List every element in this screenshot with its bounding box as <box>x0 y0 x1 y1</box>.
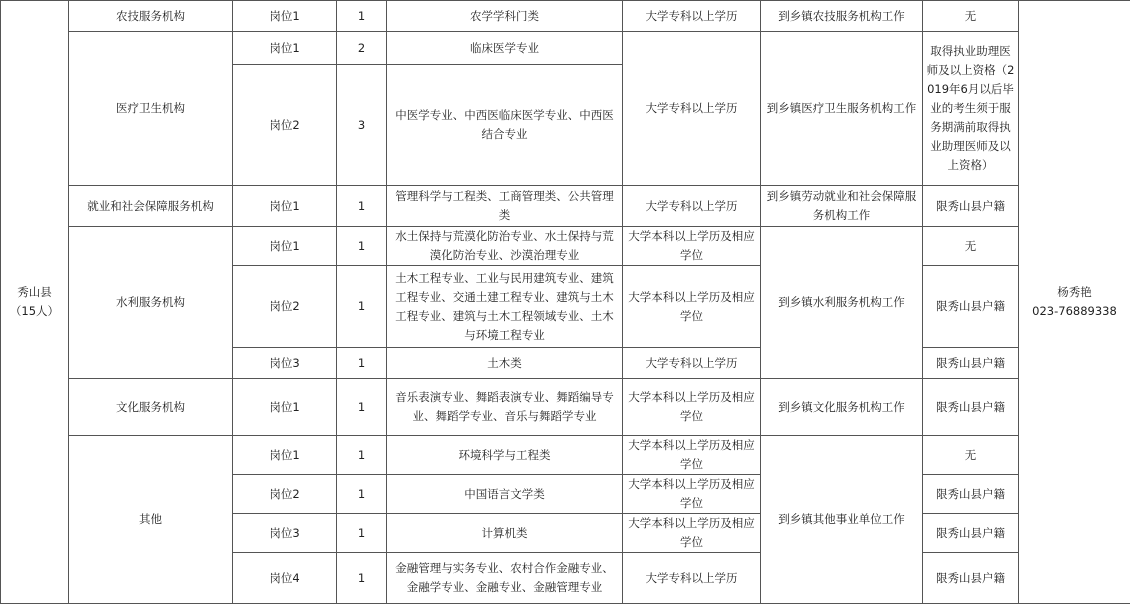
major-cell: 水土保持与荒漠化防治专业、水土保持与荒漠化防治专业、沙漠治理专业 <box>387 227 623 266</box>
unit-cell: 水利服务机构 <box>69 227 233 379</box>
cond-cell: 限秀山县户籍 <box>923 514 1019 553</box>
num-cell: 1 <box>337 266 387 348</box>
table-row <box>1 436 1130 475</box>
num-cell: 1 <box>337 553 387 604</box>
county-cell <box>1 1 69 604</box>
post-cell: 岗位2 <box>233 65 337 186</box>
major-cell: 土木类 <box>387 348 623 379</box>
cond-cell: 无 <box>923 227 1019 266</box>
major-cell: 音乐表演专业、舞蹈表演专业、舞蹈编导专业、舞蹈学专业、音乐与舞蹈学专业 <box>387 379 623 436</box>
table-row <box>1 1 1130 32</box>
edu-cell: 大学本科以上学历及相应学位 <box>623 266 761 348</box>
edu-cell: 大学本科以上学历及相应学位 <box>623 475 761 514</box>
unit-cell: 文化服务机构 <box>69 379 233 436</box>
major-cell: 环境科学与工程类 <box>387 436 623 475</box>
num-cell: 1 <box>337 348 387 379</box>
num-cell: 2 <box>337 32 387 65</box>
num-cell: 3 <box>337 65 387 186</box>
num-cell: 1 <box>337 514 387 553</box>
work-cell: 到乡镇劳动就业和社会保障服务机构工作 <box>761 186 923 227</box>
cond-cell: 取得执业助理医师及以上资格（2019年6月以后毕业的考生须于服务期满前取得执业助理医师及以上资格） <box>923 32 1019 186</box>
county-name: 秀山县 <box>17 285 52 299</box>
num-cell: 1 <box>337 436 387 475</box>
num-cell: 1 <box>337 379 387 436</box>
post-cell: 岗位1 <box>233 186 337 227</box>
major-cell: 土木工程专业、工业与民用建筑专业、建筑工程专业、交通土建工程专业、建筑与土木工程专业、建筑与土木工程领域专业、土木与环境工程专业 <box>387 266 623 348</box>
major-cell: 临床医学专业 <box>387 32 623 65</box>
cond-cell: 限秀山县户籍 <box>923 475 1019 514</box>
post-cell: 岗位1 <box>233 436 337 475</box>
edu-cell: 大学本科以上学历及相应学位 <box>623 227 761 266</box>
table-row <box>1 379 1130 436</box>
major-cell: 金融管理与实务专业、农村合作金融专业、金融学专业、金融专业、金融管理专业 <box>387 553 623 604</box>
major-cell: 管理科学与工程类、工商管理类、公共管理类 <box>387 186 623 227</box>
cond-cell: 限秀山县户籍 <box>923 186 1019 227</box>
edu-cell: 大学本科以上学历及相应学位 <box>623 379 761 436</box>
work-cell: 到乡镇其他事业单位工作 <box>761 436 923 604</box>
post-cell: 岗位2 <box>233 266 337 348</box>
unit-cell: 医疗卫生机构 <box>69 32 233 186</box>
cond-cell: 限秀山县户籍 <box>923 553 1019 604</box>
post-cell: 岗位3 <box>233 514 337 553</box>
post-cell: 岗位1 <box>233 32 337 65</box>
unit-cell: 其他 <box>69 436 233 604</box>
edu-cell: 大学专科以上学历 <box>623 348 761 379</box>
cond-cell: 限秀山县户籍 <box>923 348 1019 379</box>
edu-cell: 大学专科以上学历 <box>623 1 761 32</box>
edu-cell: 大学本科以上学历及相应学位 <box>623 514 761 553</box>
cond-cell: 无 <box>923 1 1019 32</box>
edu-cell: 大学专科以上学历 <box>623 186 761 227</box>
edu-cell: 大学专科以上学历 <box>623 553 761 604</box>
work-cell: 到乡镇文化服务机构工作 <box>761 379 923 436</box>
table-row <box>1 32 1130 65</box>
major-cell: 农学学科门类 <box>387 1 623 32</box>
work-cell: 到乡镇医疗卫生服务机构工作 <box>761 32 923 186</box>
table-row <box>1 227 1130 266</box>
post-cell: 岗位1 <box>233 227 337 266</box>
post-cell: 岗位2 <box>233 475 337 514</box>
cond-cell: 限秀山县户籍 <box>923 379 1019 436</box>
table-row <box>1 186 1130 227</box>
major-cell: 计算机类 <box>387 514 623 553</box>
contact-phone: 023-76889338 <box>1032 304 1117 318</box>
work-cell: 到乡镇农技服务机构工作 <box>761 1 923 32</box>
num-cell: 1 <box>337 186 387 227</box>
unit-cell: 就业和社会保障服务机构 <box>69 186 233 227</box>
cond-cell: 限秀山县户籍 <box>923 266 1019 348</box>
edu-cell: 大学专科以上学历 <box>623 32 761 186</box>
num-cell: 1 <box>337 227 387 266</box>
post-cell: 岗位4 <box>233 553 337 604</box>
num-cell: 1 <box>337 1 387 32</box>
post-cell: 岗位1 <box>233 1 337 32</box>
contact-cell <box>1019 1 1130 604</box>
contact-name: 杨秀艳 <box>1057 285 1092 299</box>
work-cell: 到乡镇水利服务机构工作 <box>761 227 923 379</box>
post-cell: 岗位3 <box>233 348 337 379</box>
cond-cell: 无 <box>923 436 1019 475</box>
edu-cell: 大学本科以上学历及相应学位 <box>623 436 761 475</box>
major-cell: 中医学专业、中西医临床医学专业、中西医结合专业 <box>387 65 623 186</box>
major-cell: 中国语言文学类 <box>387 475 623 514</box>
unit-cell: 农技服务机构 <box>69 1 233 32</box>
post-cell: 岗位1 <box>233 379 337 436</box>
num-cell: 1 <box>337 475 387 514</box>
county-count: （15人） <box>10 304 59 318</box>
